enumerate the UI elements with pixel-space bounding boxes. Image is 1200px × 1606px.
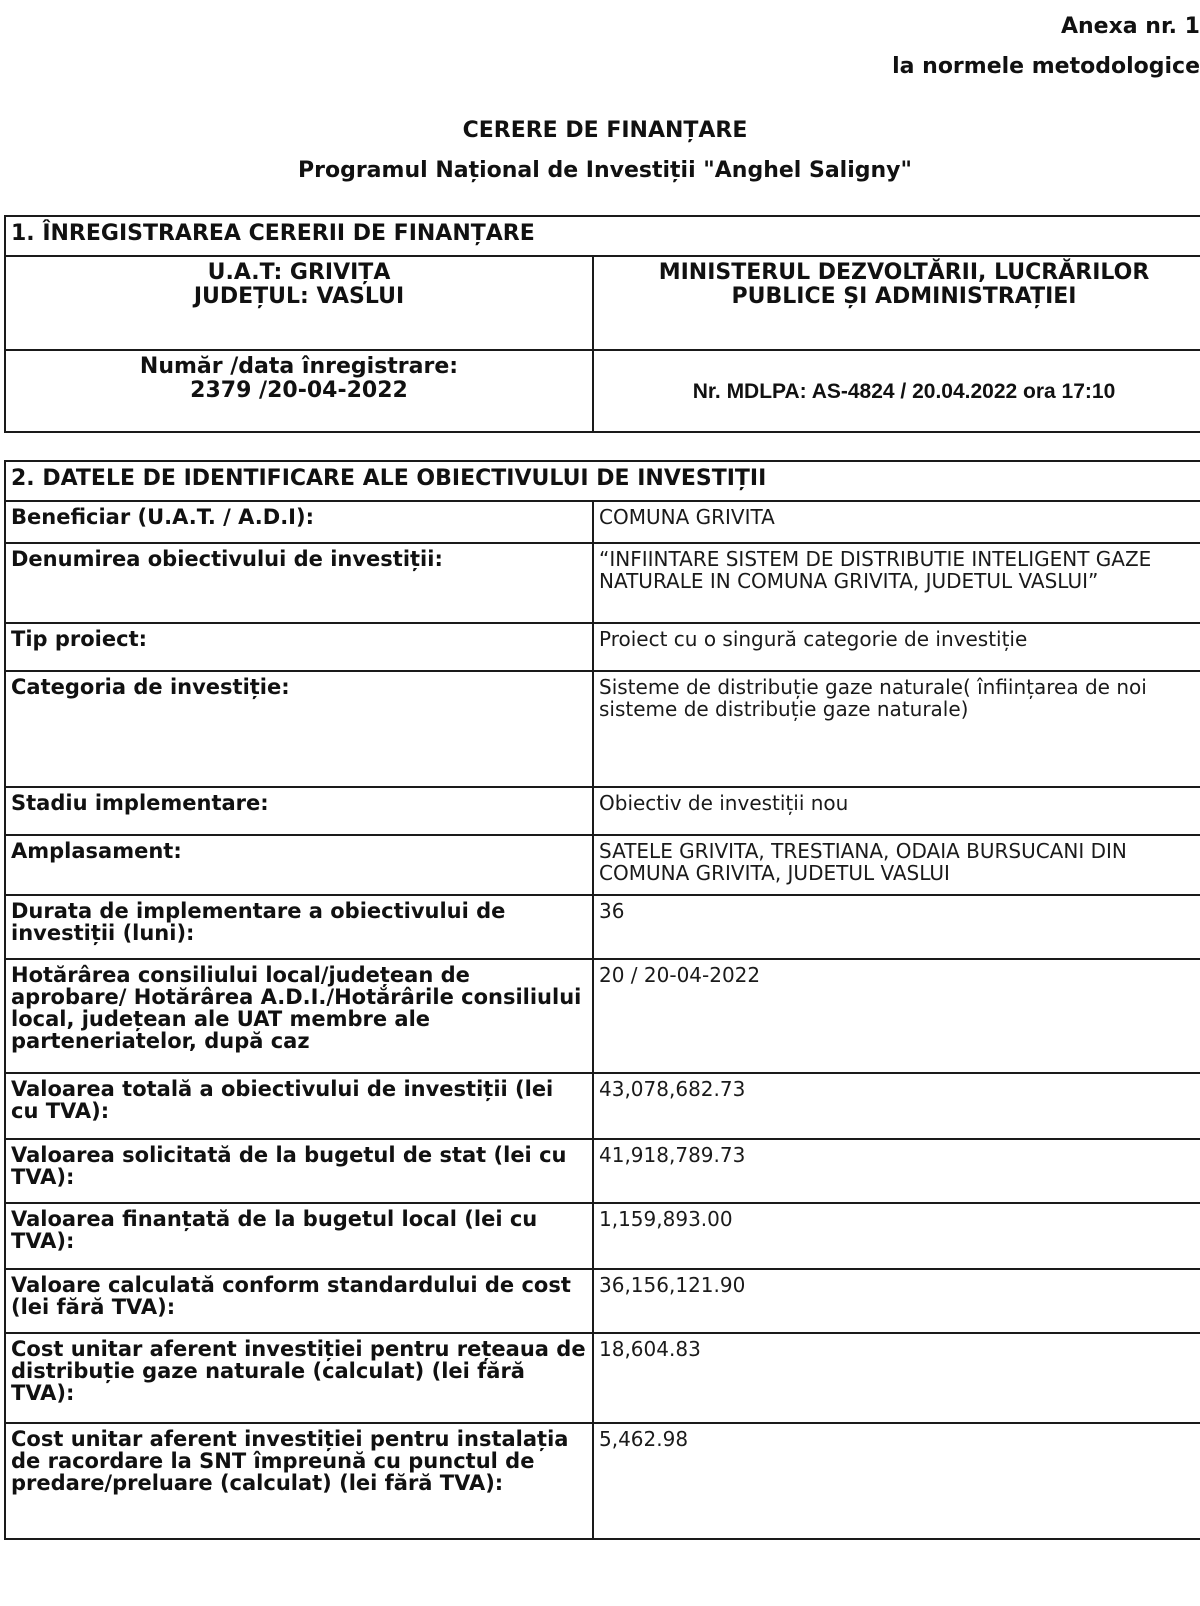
table-row (5, 959, 1200, 1073)
investment-identification-table (4, 460, 1200, 1540)
table-row (5, 1423, 1200, 1539)
table-row (5, 623, 1200, 671)
row-label-council-decision: Hotărârea consiliului local/județean de aprobare/ Hotărârea A.D.I./Hotărârile consiliului local, județean ale UAT membre ale parteneriatelor, după caz (5, 959, 593, 1073)
row-value-unit-cost-connection: 5,462.98 (593, 1423, 1200, 1539)
table-row (5, 835, 1200, 895)
row-label-implementation-stage: Stadiu implementare: (5, 787, 593, 835)
row-label-unit-cost-network: Cost unitar aferent investiției pentru rețeaua de distribuție gaze naturale (calculat) (lei fără TVA): (5, 1333, 593, 1423)
table-row (5, 1269, 1200, 1333)
table-row (5, 787, 1200, 835)
row-value-cost-standard: 36,156,121.90 (593, 1269, 1200, 1333)
row-label-state-budget: Valoarea solicitată de la bugetul de stat (lei cu TVA): (5, 1139, 593, 1203)
mdlpa-number: Nr. MDLPA: AS-4824 / 20.04.2022 ora 17:10 (593, 350, 1200, 432)
row-label-location: Amplasament: (5, 835, 593, 895)
row-value-objective-name: “INFIINTARE SISTEM DE DISTRIBUTIE INTELIGENT GAZE NATURALE IN COMUNA GRIVITA, JUDETUL VASLUI” (593, 543, 1200, 623)
county-name: JUDEȚUL: VASLUI (193, 284, 405, 309)
row-label-unit-cost-connection: Cost unitar aferent investiției pentru instalația de racordare la SNT împreună cu punctul de predare/preluare (calculat) (lei fără TVA): (5, 1423, 593, 1539)
table-row (5, 543, 1200, 623)
table-row (5, 671, 1200, 787)
registration-cell (5, 350, 593, 432)
row-value-unit-cost-network: 18,604.83 (593, 1333, 1200, 1423)
table-row (5, 1073, 1200, 1139)
row-value-duration: 36 (593, 895, 1200, 959)
table-row (5, 1203, 1200, 1269)
section2-heading: 2. DATELE DE IDENTIFICARE ALE OBIECTIVULUI DE INVESTIȚII (5, 461, 1200, 501)
table-row (5, 1139, 1200, 1203)
row-value-location: SATELE GRIVITA, TRESTIANA, ODAIA BURSUCANI DIN COMUNA GRIVITA, JUDETUL VASLUI (593, 835, 1200, 895)
uat-name: U.A.T: GRIVIȚA (207, 260, 391, 285)
document-title: CERERE DE FINANȚARE (462, 118, 748, 143)
row-label-duration: Durata de implementare a obiectivului de investiții (luni): (5, 895, 593, 959)
annex-number: Anexa nr. 1 (1060, 14, 1200, 39)
row-label-investment-category: Categoria de investiție: (5, 671, 593, 787)
ministry-cell (593, 256, 1200, 350)
row-label-objective-name: Denumirea obiectivului de investiții: (5, 543, 593, 623)
row-value-investment-category: Sisteme de distribuție gaze naturale( înființarea de noi sisteme de distribuție gaze naturale) (593, 671, 1200, 787)
row-value-implementation-stage: Obiectiv de investiții nou (593, 787, 1200, 835)
row-value-total-value: 43,078,682.73 (593, 1073, 1200, 1139)
registration-label: Număr /data înregistrare: (139, 354, 459, 379)
uat-cell (5, 256, 593, 350)
registration-table (4, 215, 1200, 433)
row-value-beneficiary: COMUNA GRIVITA (593, 501, 1200, 543)
program-name: Programul Național de Investiții "Anghel Saligny" (298, 158, 912, 183)
row-label-project-type: Tip proiect: (5, 623, 593, 671)
table-row (5, 895, 1200, 959)
annex-subtitle: la normele metodologice (892, 54, 1200, 79)
section1-heading: 1. ÎNREGISTRAREA CERERII DE FINANȚARE (5, 216, 1200, 256)
row-value-project-type: Proiect cu o singură categorie de investiție (593, 623, 1200, 671)
row-value-local-budget: 1,159,893.00 (593, 1203, 1200, 1269)
registration-value: 2379 /20-04-2022 (190, 378, 408, 403)
row-label-total-value: Valoarea totală a obiectivului de investiții (lei cu TVA): (5, 1073, 593, 1139)
row-value-council-decision: 20 / 20-04-2022 (593, 959, 1200, 1073)
ministry-line1: MINISTERUL DEZVOLTĂRII, LUCRĂRILOR (658, 260, 1150, 285)
row-value-state-budget: 41,918,789.73 (593, 1139, 1200, 1203)
row-label-local-budget: Valoarea finanțată de la bugetul local (lei cu TVA): (5, 1203, 593, 1269)
row-label-beneficiary: Beneficiar (U.A.T. / A.D.I): (5, 501, 593, 543)
row-label-cost-standard: Valoare calculată conform standardului de cost (lei fără TVA): (5, 1269, 593, 1333)
table-row (5, 1333, 1200, 1423)
ministry-line2: PUBLICE ȘI ADMINISTRAȚIEI (731, 284, 1077, 309)
table-row (5, 501, 1200, 543)
